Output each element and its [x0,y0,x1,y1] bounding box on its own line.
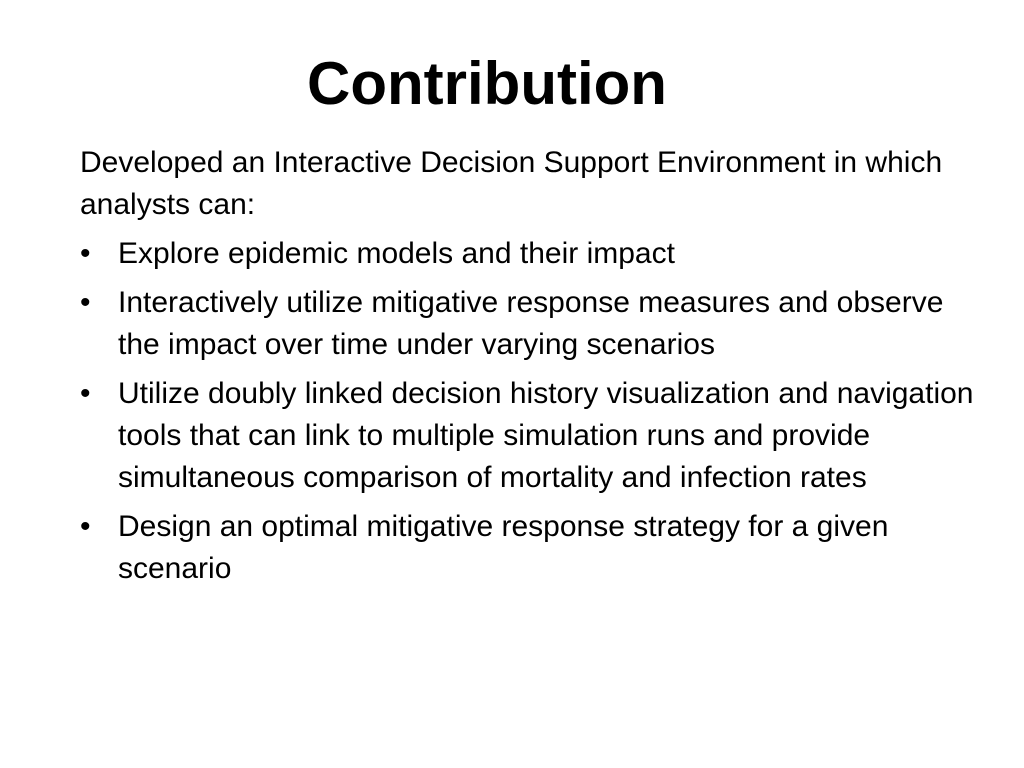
bullet-list [80,233,980,590]
bullet-icon: • [80,237,91,270]
bullet-item [80,282,980,366]
bullet-item [80,373,980,499]
bullet-text: Design an optimal mitigative response strategy for a given scenario [118,510,889,585]
bullet-text: Utilize doubly linked decision history visualization and navigation tools that can link to multiple simulation runs and provide simultaneous comparison of mortality and infection rates [118,377,974,494]
bullet-icon: • [80,286,91,319]
bullet-text: Explore epidemic models and their impact [118,237,675,270]
intro-text: Developed an Interactive Decision Support Environment in which analysts can: [80,146,943,221]
slide-title: Contribution [307,50,667,117]
slide-body [80,142,980,597]
bullet-item [80,233,980,275]
bullet-item [80,506,980,590]
bullet-text: Interactively utilize mitigative response measures and observe the impact over time under varying scenarios [118,286,944,361]
bullet-icon: • [80,510,91,543]
bullet-icon: • [80,377,91,410]
